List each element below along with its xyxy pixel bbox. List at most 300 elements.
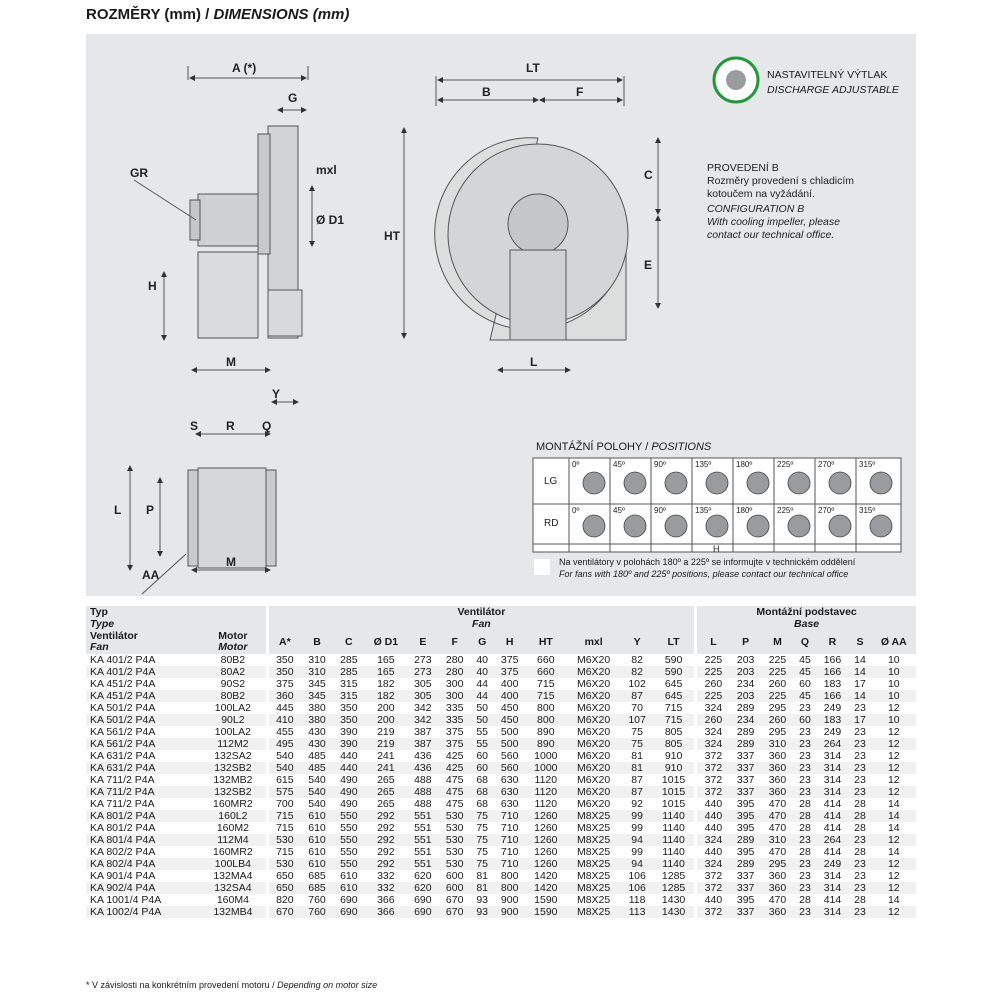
table-cell: 225 [762,666,794,678]
table-cell: 10 [872,678,916,690]
angle-rd-180: 180º [736,506,753,515]
table-cell: 28 [793,798,816,810]
positions-foot-en: For fans with 180º and 225º positions, please contact our technical office [559,569,849,579]
table-cell: 475 [439,798,471,810]
table-cell: 314 [817,870,849,882]
column-header: Ø D1 [365,630,407,654]
column-header: S [848,630,871,654]
table-cell: 75 [471,822,494,834]
table-cell: 289 [730,858,762,870]
table-cell: M8X25 [566,906,621,918]
table-cell: 93 [471,894,494,906]
table-cell: 300 [439,678,471,690]
legend-box [534,559,550,575]
table-cell: KA 711/2 P4A [86,798,200,810]
positions-title [536,441,711,453]
table-cell: 760 [301,906,333,918]
table-cell: 12 [872,786,916,798]
table-row [86,738,916,750]
header-type-cz: Typ [90,606,108,618]
table-cell: KA 1001/4 P4A [86,894,200,906]
table-cell: 300 [439,690,471,702]
header-type [86,606,267,630]
table-cell: 12 [872,726,916,738]
table-cell: 225 [762,690,794,702]
table-cell: 1590 [526,906,566,918]
table-cell: 75 [471,810,494,822]
angle-lg-0: 0º [572,460,580,469]
table-cell: 710 [494,822,526,834]
table-cell: KA 451/2 P4A [86,678,200,690]
table-row [86,702,916,714]
table-cell: 820 [267,894,301,906]
table-cell: M6X20 [566,786,621,798]
dim-label-q: Q [262,419,272,433]
table-cell: 1285 [653,870,696,882]
table-cell: 366 [365,894,407,906]
table-cell: 44 [471,690,494,702]
table-cell: 375 [494,666,526,678]
table-cell: 219 [365,738,407,750]
table-cell: 337 [730,786,762,798]
dim-label-mxl: mxl [316,163,337,177]
table-cell: 900 [494,894,526,906]
table-cell: 94 [621,834,653,846]
table-cell: 551 [407,822,439,834]
table-cell: 106 [621,882,653,894]
table-cell: 1260 [526,858,566,870]
table-cell: KA 401/2 P4A [86,666,200,678]
table-cell: 1430 [653,894,696,906]
table-cell: 645 [653,678,696,690]
table-cell: 14 [872,810,916,822]
table-cell: 45 [793,666,816,678]
dim-label-m-base: M [226,555,236,569]
table-row [86,690,916,702]
table-cell: 75 [471,834,494,846]
column-header: LT [653,630,696,654]
table-cell: 910 [653,762,696,774]
dim-label-lt: LT [526,61,540,75]
table-cell: 295 [762,702,794,714]
technical-drawing [86,34,916,596]
table-cell: 440 [696,894,730,906]
table-cell: 81 [621,762,653,774]
table-cell: 500 [494,738,526,750]
table-cell: 630 [494,774,526,786]
table-cell: 295 [762,858,794,870]
table-cell: 285 [333,654,365,666]
footnote [86,980,377,990]
table-cell: 12 [872,834,916,846]
table-cell: 10 [872,666,916,678]
table-cell: 249 [817,702,849,714]
table-cell: 23 [793,762,816,774]
table-cell: 715 [653,714,696,726]
table-cell: 1260 [526,822,566,834]
table-row [86,786,916,798]
table-cell: 375 [494,654,526,666]
table-cell: 530 [267,858,301,870]
table-cell: 440 [333,762,365,774]
table-row [86,858,916,870]
table-row [86,678,916,690]
table-cell: 82 [621,654,653,666]
table-cell: 450 [494,714,526,726]
table-cell: 575 [267,786,301,798]
table-cell: 160M2 [200,822,267,834]
table-cell: 800 [494,882,526,894]
table-cell: 337 [730,870,762,882]
table-cell: 436 [407,762,439,774]
table-cell: 324 [696,738,730,750]
table-cell: 560 [494,750,526,762]
table-cell: 710 [494,858,526,870]
table-cell: 350 [267,666,301,678]
table-cell: 670 [267,906,301,918]
table-cell: 324 [696,858,730,870]
table-cell: 1420 [526,870,566,882]
table-cell: M6X20 [566,678,621,690]
table-cell: 100LA2 [200,702,267,714]
table-cell: 1140 [653,858,696,870]
table-cell: 372 [696,882,730,894]
table-cell: 551 [407,834,439,846]
table-cell: 715 [526,678,566,690]
header-fan-en: Fan [90,641,109,653]
table-cell: M8X25 [566,894,621,906]
table-cell: M6X20 [566,750,621,762]
table-body [86,654,916,918]
table-cell: 450 [494,702,526,714]
table-cell: 23 [848,858,871,870]
table-cell: 68 [471,798,494,810]
header-fan-cz: Ventilátor [90,630,138,642]
table-cell: 414 [817,846,849,858]
table-cell: 395 [730,846,762,858]
table-cell: 670 [439,906,471,918]
table-cell: 550 [333,834,365,846]
column-header: E [407,630,439,654]
table-cell: M6X20 [566,726,621,738]
angle-rd-225: 225º [777,506,794,515]
table-cell: 81 [621,750,653,762]
table-cell: 60 [793,714,816,726]
table-cell: 99 [621,822,653,834]
table-cell: M6X20 [566,666,621,678]
table-cell: 93 [471,906,494,918]
table-cell: 1000 [526,750,566,762]
table-cell: 90S2 [200,678,267,690]
table-cell: 45 [793,690,816,702]
table-cell: 99 [621,810,653,822]
table-cell: 650 [267,870,301,882]
table-cell: 225 [696,654,730,666]
table-cell: KA 631/2 P4A [86,762,200,774]
table-cell: 540 [267,762,301,774]
table-cell: 14 [848,654,871,666]
table-cell: 50 [471,714,494,726]
table-cell: 715 [267,846,301,858]
table-cell: 183 [817,678,849,690]
footnote-en: Depending on motor size [277,980,378,990]
table-cell: 295 [762,726,794,738]
table-cell: 12 [872,858,916,870]
table-cell: 132MB4 [200,906,267,918]
column-header: H [494,630,526,654]
table-cell: KA 561/2 P4A [86,738,200,750]
table-cell: 910 [653,750,696,762]
table-cell: 12 [872,906,916,918]
column-header: G [471,630,494,654]
table-cell: 436 [407,750,439,762]
table-cell: 92 [621,798,653,810]
table-cell: 710 [494,846,526,858]
table-cell: 455 [267,726,301,738]
table-cell: 12 [872,882,916,894]
table-cell: 500 [494,726,526,738]
table-cell: 12 [872,702,916,714]
table-row [86,894,916,906]
table-cell: 805 [653,726,696,738]
angle-lg-270: 270º [818,460,835,469]
config-cz-title: PROVEDENÍ B [707,162,779,174]
table-cell: 10 [872,714,916,726]
angle-lg-180: 180º [736,460,753,469]
table-cell: 90L2 [200,714,267,726]
table-cell: 28 [848,798,871,810]
table-cell: 470 [762,822,794,834]
table-cell: 55 [471,726,494,738]
table-cell: 387 [407,738,439,750]
table-cell: 375 [439,726,471,738]
header-type-en: Type [90,618,115,630]
table-cell: 414 [817,822,849,834]
table-cell: KA 1002/4 P4A [86,906,200,918]
table-cell: 1015 [653,774,696,786]
table-cell: 75 [471,846,494,858]
table-cell: 530 [439,822,471,834]
table-row [86,882,916,894]
table-cell: 132SA2 [200,750,267,762]
table-cell: 80A2 [200,666,267,678]
table-cell: 94 [621,858,653,870]
table-cell: KA 711/2 P4A [86,774,200,786]
table-cell: 372 [696,906,730,918]
table-cell: 70 [621,702,653,714]
table-cell: 23 [793,906,816,918]
table-cell: 390 [333,738,365,750]
table-cell: 360 [762,882,794,894]
table-cell: M6X20 [566,798,621,810]
title-en: DIMENSIONS (mm) [213,6,350,23]
table-cell: 23 [848,762,871,774]
table-cell: 715 [526,690,566,702]
table-row [86,762,916,774]
dim-label-e: E [644,258,653,272]
table-cell: 335 [439,714,471,726]
table-cell: 260 [696,714,730,726]
table-cell: 219 [365,726,407,738]
table-cell: 485 [301,750,333,762]
table-cell: 630 [494,786,526,798]
table-cell: 400 [494,678,526,690]
table-cell: 200 [365,714,407,726]
table-cell: 314 [817,906,849,918]
table-cell: 23 [848,726,871,738]
table-cell: 112M2 [200,738,267,750]
table-cell: 1260 [526,834,566,846]
table-cell: 165 [365,654,407,666]
table-cell: 265 [365,786,407,798]
table-cell: M8X25 [566,882,621,894]
table-cell: 28 [793,810,816,822]
table-cell: 1015 [653,798,696,810]
table-cell: 314 [817,774,849,786]
table-cell: 28 [848,894,871,906]
dim-label-m: M [226,355,236,369]
positions-title-cz: MONTÁŽNÍ POLOHY / [536,441,649,453]
header-motor-cz: Motor [218,630,248,642]
header-base-group-en: Base [794,618,820,630]
table-cell: 610 [301,822,333,834]
footnote-cz: * V závislosti na konkrétním provedení motoru / [86,980,275,990]
table-cell: 60 [471,762,494,774]
header-motor [200,630,267,654]
table-cell: 1120 [526,774,566,786]
table-cell: 414 [817,798,849,810]
table-cell: 395 [730,822,762,834]
table-cell: 14 [872,846,916,858]
table-cell: 315 [333,690,365,702]
table-cell: 395 [730,810,762,822]
table-cell: 590 [653,666,696,678]
table-cell: 372 [696,750,730,762]
table-cell: 1285 [653,882,696,894]
table-cell: 600 [439,870,471,882]
table-cell: 610 [301,846,333,858]
table-cell: 1120 [526,798,566,810]
column-header: F [439,630,471,654]
table-row [86,834,916,846]
table-cell: 690 [333,894,365,906]
table-cell: 372 [696,786,730,798]
table-cell: KA 901/4 P4A [86,870,200,882]
angle-lg-315: 315º [859,460,876,469]
table-cell: 23 [793,738,816,750]
table-cell: KA 561/2 P4A [86,726,200,738]
table-cell: 23 [848,786,871,798]
table-cell: 166 [817,666,849,678]
table-cell: 310 [301,654,333,666]
table-cell: 690 [407,894,439,906]
table-cell: 280 [439,666,471,678]
column-header: L [696,630,730,654]
table-cell: 470 [762,810,794,822]
table-cell: 715 [267,810,301,822]
table-cell: 1420 [526,882,566,894]
table-cell: 1260 [526,846,566,858]
table-cell: 60 [471,750,494,762]
table-cell: M6X20 [566,738,621,750]
dim-label-s: S [190,419,199,433]
config-cz-text1: Rozměry provedení s chladicím [707,175,855,187]
table-cell: M6X20 [566,714,621,726]
table-cell: 28 [848,846,871,858]
table-cell: 550 [333,810,365,822]
table-cell: 113 [621,906,653,918]
table-cell: 75 [621,726,653,738]
table-cell: 710 [494,810,526,822]
table-cell: 350 [333,702,365,714]
table-cell: 289 [730,726,762,738]
table-cell: 182 [365,678,407,690]
table-cell: 234 [730,714,762,726]
table-cell: 800 [494,870,526,882]
table-cell: KA 631/2 P4A [86,750,200,762]
table-cell: 324 [696,834,730,846]
table-cell: 490 [333,798,365,810]
table-cell: 265 [365,798,407,810]
table-cell: 360 [762,786,794,798]
dim-label-d1: Ø D1 [316,213,345,227]
table-cell: 28 [793,822,816,834]
table-cell: 485 [301,762,333,774]
table-cell: 350 [267,654,301,666]
table-cell: M8X25 [566,858,621,870]
table-cell: 440 [696,798,730,810]
table-cell: 1590 [526,894,566,906]
table-cell: 380 [301,702,333,714]
table-cell: 610 [333,870,365,882]
dim-label-h: H [148,279,157,293]
table-cell: 23 [848,738,871,750]
header-fan-group-en: Fan [472,618,491,630]
table-cell: 440 [333,750,365,762]
table-cell: 540 [301,774,333,786]
table-row [86,774,916,786]
table-cell: 337 [730,906,762,918]
table-cell: 28 [793,846,816,858]
table-cell: 1430 [653,906,696,918]
table-cell: 488 [407,798,439,810]
table-cell: 68 [471,774,494,786]
table-cell: 660 [526,654,566,666]
column-header: P [730,630,762,654]
table-cell: 45 [793,654,816,666]
table-cell: 551 [407,858,439,870]
table-cell: 375 [267,678,301,690]
angle-rd-90: 90º [654,506,666,515]
table-cell: M6X20 [566,654,621,666]
table-cell: 425 [439,750,471,762]
table-cell: 530 [267,834,301,846]
table-cell: 14 [872,822,916,834]
table-cell: 87 [621,690,653,702]
table-cell: 23 [848,870,871,882]
table-cell: 23 [848,774,871,786]
dim-label-g: G [288,91,298,105]
config-cz-text2: kotoučem na vyžádání. [707,188,815,200]
table-cell: 360 [762,870,794,882]
discharge-adjustable-note [767,68,899,98]
table-cell: 40 [471,654,494,666]
config-en-text2: contact our technical office. [707,229,835,241]
table-cell: 332 [365,882,407,894]
table-cell: 414 [817,810,849,822]
table-cell: 23 [793,882,816,894]
table-cell: 366 [365,906,407,918]
